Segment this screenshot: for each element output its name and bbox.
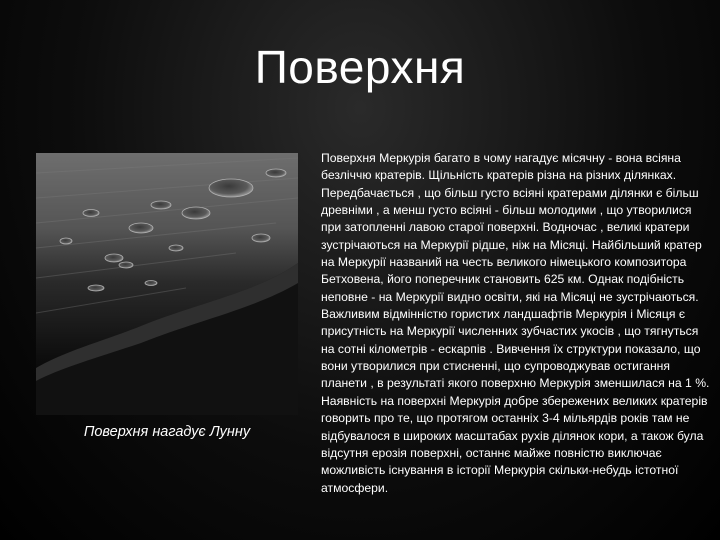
- photo-caption: Поверхня нагадує Лунну: [83, 424, 251, 440]
- slide-title: Поверхня: [254, 41, 466, 93]
- body-paragraph: Поверхня Меркурія багато в чому нагадує місячну - вона всіяна безліччю кратерів. Щільність кратерів різна на різних ділянках. Передбачається , що більш густо всіяні кратерами ділянки є більш древніми , а менш густо всіяні - більш молодими , що утворилися при затопленні лавою старої поверхні. Водночас , великі кратери зустрічаються на Меркурії рідше, ніж на Місяці. Найбільший кратер на Меркурії названий на честь великого німецького композитора Бетховена, його поперечник становить 625 км. Однак подібність неповне - на Меркурії видно освіти, які на Місяці не зустрічаються. Важливим відмінністю гористих ландшафтів Меркурія і Місяця є присутність на Меркурії численних зубчастих укосів , що тягнуться на сотні кілометрів - ескарпів . Вивчення їх структури показало, що вони утворилися при стисненні, що супроводжував остигання планети , в результаті якого поверхню Меркурія зменшилася на 1 %. Наявність на поверхні Меркурія добре збережених великих кратерів говорить про те, що протягом останніх 3-4 мільярдів років там не відбувалося в широких масштабах рухів ділянок кори, а також була відсутня ерозія поверхні, останнє майже повністю виключає можливість існування в історії Меркурія скільки-небудь істотної атмосфери.: [321, 151, 710, 495]
- mercury-surface-photo: [36, 153, 298, 415]
